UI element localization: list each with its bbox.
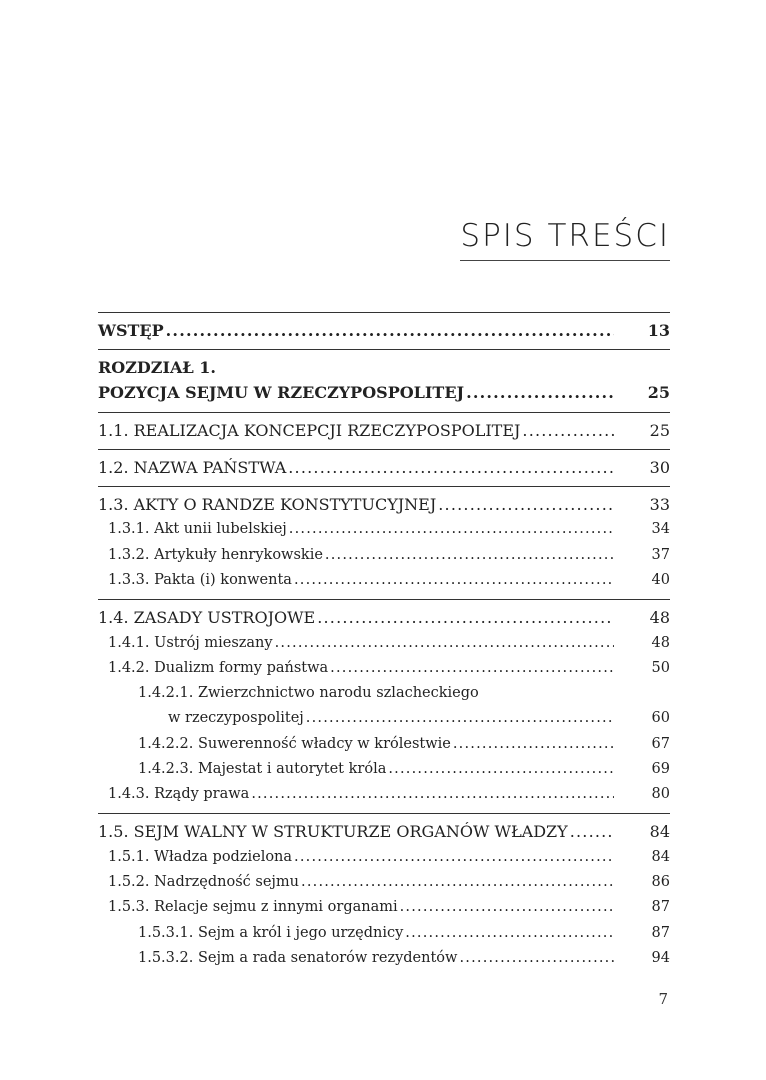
toc-entry-label: 1.5. SEJM WALNY W STRUKTURZE ORGANÓW WŁADZY: [98, 822, 568, 842]
toc-entry[interactable]: [98, 380, 670, 405]
toc-entry[interactable]: [98, 757, 670, 782]
toc-entry-page: 40: [651, 572, 670, 589]
toc-entry[interactable]: [98, 492, 670, 517]
page-number: 7: [658, 990, 668, 1008]
toc-entry-label: 1.5.3.1. Sejm a król i jego urzędnicy: [138, 924, 404, 941]
toc-entry-page: 13: [647, 321, 670, 340]
toc-entry[interactable]: [98, 318, 670, 343]
toc-entry-page: 50: [651, 659, 670, 676]
toc-entry-page: 67: [651, 735, 670, 752]
toc-entry-page: 48: [649, 608, 670, 628]
toc-entry-page: 86: [651, 874, 670, 891]
toc-entry[interactable]: [98, 706, 670, 731]
toc-entry-page: 80: [651, 786, 670, 803]
toc-entry-label: w rzeczypospolitej: [168, 710, 304, 727]
toc-entry-page: 84: [651, 848, 670, 865]
toc-entry-label: 1.4. ZASADY USTROJOWE: [98, 608, 316, 628]
toc-entry-page: 25: [647, 383, 670, 403]
leader-dots: [388, 757, 614, 782]
toc-entry-label: 1.4.1. Ustrój mieszany: [108, 634, 273, 651]
toc-entry[interactable]: [98, 921, 670, 946]
toc-entry-label: 1.5.2. Nadrzędność sejmu: [108, 874, 300, 891]
leader-dots: [466, 380, 614, 405]
toc-entry-page: 34: [651, 521, 670, 538]
toc-section-1-4: [98, 599, 670, 813]
toc-entry-label: 1.3.2. Artykuły henrykowskie: [108, 546, 323, 563]
leader-dots: [251, 782, 614, 807]
toc-entry[interactable]: [98, 782, 670, 807]
toc-entry-label: 1.5.3.2. Sejm a rada senatorów rezydentów: [138, 949, 458, 966]
toc-entry-page: 94: [651, 949, 670, 966]
toc-entry[interactable]: [98, 946, 670, 971]
toc-entry[interactable]: [98, 631, 670, 656]
toc-entry[interactable]: [98, 605, 670, 630]
leader-dots: [570, 819, 614, 844]
toc-entry[interactable]: [98, 517, 670, 542]
toc-section-1-3: [98, 486, 670, 599]
leader-dots: [317, 605, 614, 630]
toc-entry[interactable]: [98, 568, 670, 593]
toc-entry-page: 69: [651, 760, 670, 777]
leader-dots: [275, 631, 614, 656]
toc-entry[interactable]: [98, 895, 670, 920]
toc-section-1-1: [98, 412, 670, 449]
toc-entry[interactable]: [98, 819, 670, 844]
leader-dots: [459, 946, 614, 971]
toc-entry-page: 37: [651, 546, 670, 563]
toc-entry-label: WSTĘP: [98, 321, 164, 340]
toc-entry-page: 25: [649, 420, 670, 440]
toc-entry[interactable]: [98, 455, 670, 480]
toc-section-1-5: [98, 813, 670, 977]
leader-dots: [453, 732, 614, 757]
toc-entry-first-line: 1.4.2.1. Zwierzchnictwo narodu szlacheckiego: [138, 685, 479, 702]
toc-entry-label: POZYCJA SEJMU W RZECZYPOSPOLITEJ: [98, 383, 465, 403]
leader-dots: [405, 921, 614, 946]
toc-entry[interactable]: [98, 870, 670, 895]
leader-dots: [330, 656, 614, 681]
page-title: SPIS TREŚCI: [460, 218, 670, 261]
leader-dots: [294, 568, 614, 593]
toc-entry-label: 1.4.2.3. Majestat i autorytet króla: [138, 760, 387, 777]
toc-section-1-2: [98, 449, 670, 486]
toc-entry-label: 1.1. REALIZACJA KONCEPCJI RZECZYPOSPOLITEJ: [98, 420, 521, 440]
toc-entry-page: 87: [651, 899, 670, 916]
toc-entry-label: 1.4.2. Dualizm formy państwa: [108, 659, 329, 676]
toc-entry-label: 1.5.1. Władza podzielona: [108, 848, 293, 865]
toc-entry[interactable]: [98, 656, 670, 681]
chapter-heading: ROZDZIAŁ 1.: [98, 358, 216, 378]
toc-entry-page: 33: [649, 495, 670, 515]
leader-dots: [301, 870, 614, 895]
toc-entry-page: 87: [651, 924, 670, 941]
leader-dots: [288, 455, 614, 480]
toc-entry-label: 1.4.3. Rządy prawa: [108, 786, 250, 803]
leader-dots: [522, 418, 614, 443]
toc-entry-label: 1.5.3. Relacje sejmu z innymi organami: [108, 899, 398, 916]
toc-entry[interactable]: [98, 543, 670, 568]
leader-dots: [325, 543, 614, 568]
toc-entry-label: 1.2. NAZWA PAŃSTWA: [98, 457, 287, 477]
toc-entry-label: 1.3.3. Pakta (i) konwenta: [108, 572, 292, 589]
table-of-contents: [98, 312, 670, 977]
toc-entry-page: 48: [651, 634, 670, 651]
toc-entry[interactable]: [98, 732, 670, 757]
toc-entry[interactable]: [98, 845, 670, 870]
toc-entry-page: 84: [649, 822, 670, 842]
toc-entry[interactable]: [98, 418, 670, 443]
toc-entry-label: 1.4.2.2. Suwerenność władcy w królestwie: [138, 735, 451, 752]
leader-dots: [294, 845, 614, 870]
toc-entry-page: 60: [651, 710, 670, 727]
toc-entry-page: 30: [649, 457, 670, 477]
leader-dots: [400, 895, 614, 920]
toc-entry-label: 1.3.1. Akt unii lubelskiej: [108, 521, 287, 538]
leader-dots: [306, 706, 614, 731]
leader-dots: [289, 517, 614, 542]
toc-section-rozdzial: [98, 349, 670, 411]
toc-section-wstep: [98, 312, 670, 349]
leader-dots: [438, 492, 614, 517]
toc-entry-label: 1.3. AKTY O RANDZE KONSTYTUCYJNEJ: [98, 495, 437, 515]
leader-dots: [166, 318, 614, 343]
